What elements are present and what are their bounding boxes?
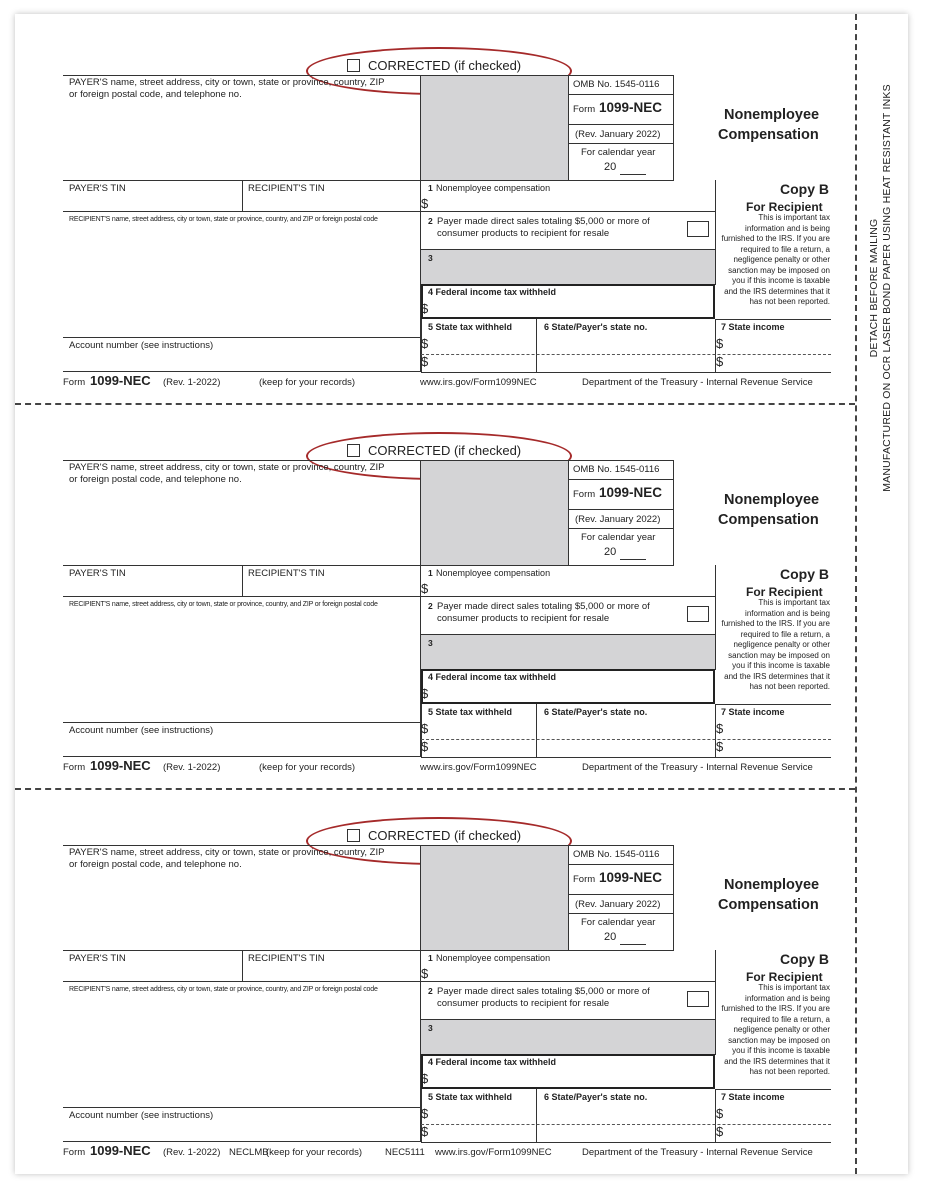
box5-dollar-2[interactable]: $ [421, 739, 429, 754]
recipient-name-box[interactable] [63, 597, 421, 723]
footer-keep-records: (keep for your records) [266, 1147, 363, 1158]
omb-block [568, 845, 674, 951]
form-number: 1099-NEC [599, 870, 663, 885]
copy-b-notice-line: information and is being [745, 223, 830, 233]
box3-number: 3 [428, 638, 433, 648]
recipient-name-label: RECIPIENT'S name, street address, city or town, state or province, country, and ZIP or foreign postal code [69, 216, 378, 223]
footer-irs-url[interactable]: www.irs.gov/Form1099NEC [420, 377, 537, 388]
form-number: 1099-NEC [599, 485, 663, 500]
box1-number: 1 [428, 568, 433, 578]
omb-number: OMB No. 1545-0116 [573, 849, 660, 860]
form-word: Form [573, 489, 596, 500]
copy-b-notice-line: sanction may be imposed on [728, 265, 830, 275]
state-divider-dotted [421, 739, 831, 740]
calendar-year-label: For calendar year [581, 147, 656, 158]
footer-irs-url[interactable]: www.irs.gov/Form1099NEC [420, 762, 537, 773]
box2-checkbox[interactable] [687, 991, 709, 1007]
footer-code-1: NECLMB [229, 1147, 269, 1158]
form-title-line2: Compensation [718, 127, 819, 143]
box5-label: 5 State tax withheld [428, 707, 513, 717]
copy-b-notice-line: This is important tax [758, 983, 830, 992]
box7-dollar-2[interactable]: $ [716, 1124, 724, 1139]
shaded-box-border [421, 845, 569, 951]
corrected-label: CORRECTED (if checked) [368, 828, 522, 843]
footer-department: Department of the Treasury - Internal Revenue Service [582, 377, 813, 388]
box5-dollar-1[interactable]: $ [421, 336, 429, 351]
account-number-label: Account number (see instructions) [69, 340, 214, 351]
box2-label-line2: consumer products to recipient for resale [437, 228, 610, 239]
paper-notice: MANUFACTURED ON OCR LASER BOND PAPER USING HEAT RESISTANT INKS [881, 84, 893, 492]
box1-label: Nonemployee compensation [436, 953, 551, 963]
box5-dollar-1[interactable]: $ [421, 1106, 429, 1121]
year-blank[interactable] [620, 174, 646, 175]
box4-dollar: $ [421, 301, 429, 316]
footer-form-number: 1099-NEC [90, 1143, 151, 1158]
copy-b-notice-line: required to file a return, a [740, 629, 830, 639]
box1-number: 1 [428, 953, 433, 963]
box1-label: Nonemployee compensation [436, 568, 551, 578]
box1-number: 1 [428, 183, 433, 193]
copy-b-notice-line: negligence penalty or other [733, 255, 830, 264]
calendar-year-label: For calendar year [581, 917, 656, 928]
copy-b-notice-line: This is important tax [758, 213, 830, 222]
state-divider-dotted [421, 354, 831, 355]
recipient-tin-label: RECIPIENT'S TIN [248, 953, 325, 964]
box2-checkbox[interactable] [687, 221, 709, 237]
footer-form-word: Form [63, 377, 86, 388]
box2-number: 2 [428, 986, 433, 996]
box5-label: 5 State tax withheld [428, 1092, 513, 1102]
payer-tin-label: PAYER'S TIN [69, 953, 126, 964]
box5-dollar-1[interactable]: $ [421, 721, 429, 736]
box4-label: 4 Federal income tax withheld [428, 287, 557, 297]
copy-b-notice-line: furnished to the IRS. If you are [721, 619, 830, 628]
box2-number: 2 [428, 601, 433, 611]
footer-irs-url[interactable]: www.irs.gov/Form1099NEC [435, 1147, 552, 1158]
year-prefix: 20 [604, 161, 617, 173]
year-blank[interactable] [620, 559, 646, 560]
vertical-perforation-line [855, 14, 857, 1174]
form-footer [63, 1145, 833, 1159]
footer-form-word: Form [63, 1147, 86, 1158]
footer-form-word: Form [63, 762, 86, 773]
year-prefix: 20 [604, 931, 617, 943]
copy-b-label: Copy B [780, 951, 829, 967]
form-word: Form [573, 104, 596, 115]
box5-dollar-2[interactable]: $ [421, 1124, 429, 1139]
form-1099-nec-copy-1 [0, 19, 855, 404]
payer-name-label-line1: PAYER'S name, street address, city or town, state or province, country, ZIP [69, 462, 385, 473]
copy-b-notice-line: and the IRS determines that it [724, 671, 830, 681]
form-1099-nec-copy-3 [0, 789, 855, 1174]
payer-name-label-line1: PAYER'S name, street address, city or town, state or province, country, ZIP [69, 847, 385, 858]
state-divider-dotted [421, 1124, 831, 1125]
calendar-year-label: For calendar year [581, 532, 656, 543]
omb-block [568, 75, 674, 181]
copy-b-label: Copy B [780, 181, 829, 197]
corrected-label: CORRECTED (if checked) [368, 58, 522, 73]
recipient-name-box[interactable] [63, 982, 421, 1108]
box2-label-line2: consumer products to recipient for resale [437, 998, 610, 1009]
for-recipient-label: For Recipient [746, 585, 823, 599]
box4-label: 4 Federal income tax withheld [428, 1057, 557, 1067]
box7-dollar-1[interactable]: $ [716, 336, 724, 351]
box7-dollar-2[interactable]: $ [716, 739, 724, 754]
recipient-name-label: RECIPIENT'S name, street address, city or town, state or province, country, and ZIP or foreign postal code [69, 601, 378, 608]
footer-revision: (Rev. 1-2022) [163, 377, 221, 388]
copy-b-notice-line: has not been reported. [749, 682, 830, 691]
copy-b-notice-line: information and is being [745, 993, 830, 1003]
form-title-line1: Nonemployee [724, 877, 820, 893]
form-title-line2: Compensation [718, 897, 819, 913]
payer-name-label-line1: PAYER'S name, street address, city or town, state or province, country, ZIP [69, 77, 385, 88]
copy-b-notice-line: you if this income is taxable [732, 1046, 830, 1055]
omb-number: OMB No. 1545-0116 [573, 464, 660, 475]
box4-label: 4 Federal income tax withheld [428, 672, 557, 682]
for-recipient-label: For Recipient [746, 200, 823, 214]
box7-dollar-2[interactable]: $ [716, 354, 724, 369]
payer-tin-label: PAYER'S TIN [69, 183, 126, 194]
box7-label: 7 State income [721, 707, 785, 717]
box7-label: 7 State income [721, 322, 785, 332]
box7-dollar-1[interactable]: $ [716, 1106, 724, 1121]
box2-label-line1: Payer made direct sales totaling $5,000 or more of [437, 216, 650, 227]
recipient-tin-label: RECIPIENT'S TIN [248, 183, 325, 194]
copy-b-notice-line: negligence penalty or other [733, 1025, 830, 1034]
box6-label: 6 State/Payer's state no. [544, 707, 648, 717]
form-number: 1099-NEC [599, 100, 663, 115]
box6-label: 6 State/Payer's state no. [544, 322, 648, 332]
shaded-box-border [421, 460, 569, 566]
copy-b-notice [712, 983, 830, 1078]
account-number-label: Account number (see instructions) [69, 1110, 214, 1121]
revision-date: (Rev. January 2022) [575, 514, 661, 525]
detach-instruction: DETACH BEFORE MAILING [868, 218, 880, 358]
copy-b-notice-line: you if this income is taxable [732, 276, 830, 285]
payer-name-label-line2: or foreign postal code, and telephone no. [69, 89, 242, 100]
shaded-box-border [421, 75, 569, 181]
form-1099-nec-copy-2 [0, 404, 855, 789]
form-word: Form [573, 874, 596, 885]
footer-keep-records: (keep for your records) [259, 762, 356, 773]
omb-number: OMB No. 1545-0116 [573, 79, 660, 90]
omb-block [568, 460, 674, 566]
box2-label-line1: Payer made direct sales totaling $5,000 or more of [437, 601, 650, 612]
form-title-line1: Nonemployee [724, 107, 820, 123]
recipient-tin-label: RECIPIENT'S TIN [248, 568, 325, 579]
copy-b-notice-line: required to file a return, a [740, 244, 830, 254]
footer-form-number: 1099-NEC [90, 373, 151, 388]
copy-b-label: Copy B [780, 566, 829, 582]
box2-label-line2: consumer products to recipient for resale [437, 613, 610, 624]
box4-dollar: $ [421, 686, 429, 701]
box1-label: Nonemployee compensation [436, 183, 551, 193]
footer-department: Department of the Treasury - Internal Revenue Service [582, 762, 813, 773]
box1-dollar: $ [421, 966, 429, 981]
copy-b-notice-line: furnished to the IRS. If you are [721, 1004, 830, 1013]
form-footer [63, 375, 833, 389]
box7-dollar-1[interactable]: $ [716, 721, 724, 736]
box1-dollar: $ [421, 196, 429, 211]
copy-b-notice-line: and the IRS determines that it [724, 1056, 830, 1066]
for-recipient-label: For Recipient [746, 970, 823, 984]
form-title-line2: Compensation [718, 512, 819, 528]
footer-department: Department of the Treasury - Internal Revenue Service [582, 1147, 813, 1158]
copy-b-notice-line: sanction may be imposed on [728, 1035, 830, 1045]
form-footer [63, 760, 833, 774]
payer-name-label-line2: or foreign postal code, and telephone no. [69, 474, 242, 485]
box2-checkbox[interactable] [687, 606, 709, 622]
copy-b-notice-line: furnished to the IRS. If you are [721, 234, 830, 243]
copy-b-notice-line: has not been reported. [749, 1067, 830, 1076]
copy-b-notice [712, 598, 830, 693]
footer-revision: (Rev. 1-2022) [163, 1147, 221, 1158]
footer-revision: (Rev. 1-2022) [163, 762, 221, 773]
payer-tin-label: PAYER'S TIN [69, 568, 126, 579]
year-blank[interactable] [620, 944, 646, 945]
revision-date: (Rev. January 2022) [575, 129, 661, 140]
footer-form-number: 1099-NEC [90, 758, 151, 773]
account-number-label: Account number (see instructions) [69, 725, 214, 736]
copy-b-notice-line: you if this income is taxable [732, 661, 830, 670]
box3-number: 3 [428, 1023, 433, 1033]
copy-b-notice-line: information and is being [745, 608, 830, 618]
box6-label: 6 State/Payer's state no. [544, 1092, 648, 1102]
box4-dollar: $ [421, 1071, 429, 1086]
box2-number: 2 [428, 216, 433, 226]
copy-b-notice-line: required to file a return, a [740, 1014, 830, 1024]
recipient-name-label: RECIPIENT'S name, street address, city or town, state or province, country, and ZIP or foreign postal code [69, 986, 378, 993]
box1-dollar: $ [421, 581, 429, 596]
copy-b-notice-line: negligence penalty or other [733, 640, 830, 649]
box2-label-line1: Payer made direct sales totaling $5,000 or more of [437, 986, 650, 997]
copy-b-notice [712, 213, 830, 308]
year-prefix: 20 [604, 546, 617, 558]
side-margin-text [868, 68, 908, 508]
copy-b-notice-line: has not been reported. [749, 297, 830, 306]
box5-label: 5 State tax withheld [428, 322, 513, 332]
payer-name-label-line2: or foreign postal code, and telephone no. [69, 859, 242, 870]
box7-label: 7 State income [721, 1092, 785, 1102]
box3-number: 3 [428, 253, 433, 263]
recipient-name-box[interactable] [63, 212, 421, 338]
footer-keep-records: (keep for your records) [259, 377, 356, 388]
footer-code-2: NEC5111 [385, 1147, 425, 1158]
copy-b-notice-line: sanction may be imposed on [728, 650, 830, 660]
revision-date: (Rev. January 2022) [575, 899, 661, 910]
corrected-label: CORRECTED (if checked) [368, 443, 522, 458]
form-title-line1: Nonemployee [724, 492, 820, 508]
box5-dollar-2[interactable]: $ [421, 354, 429, 369]
copy-b-notice-line: This is important tax [758, 598, 830, 607]
copy-b-notice-line: and the IRS determines that it [724, 286, 830, 296]
